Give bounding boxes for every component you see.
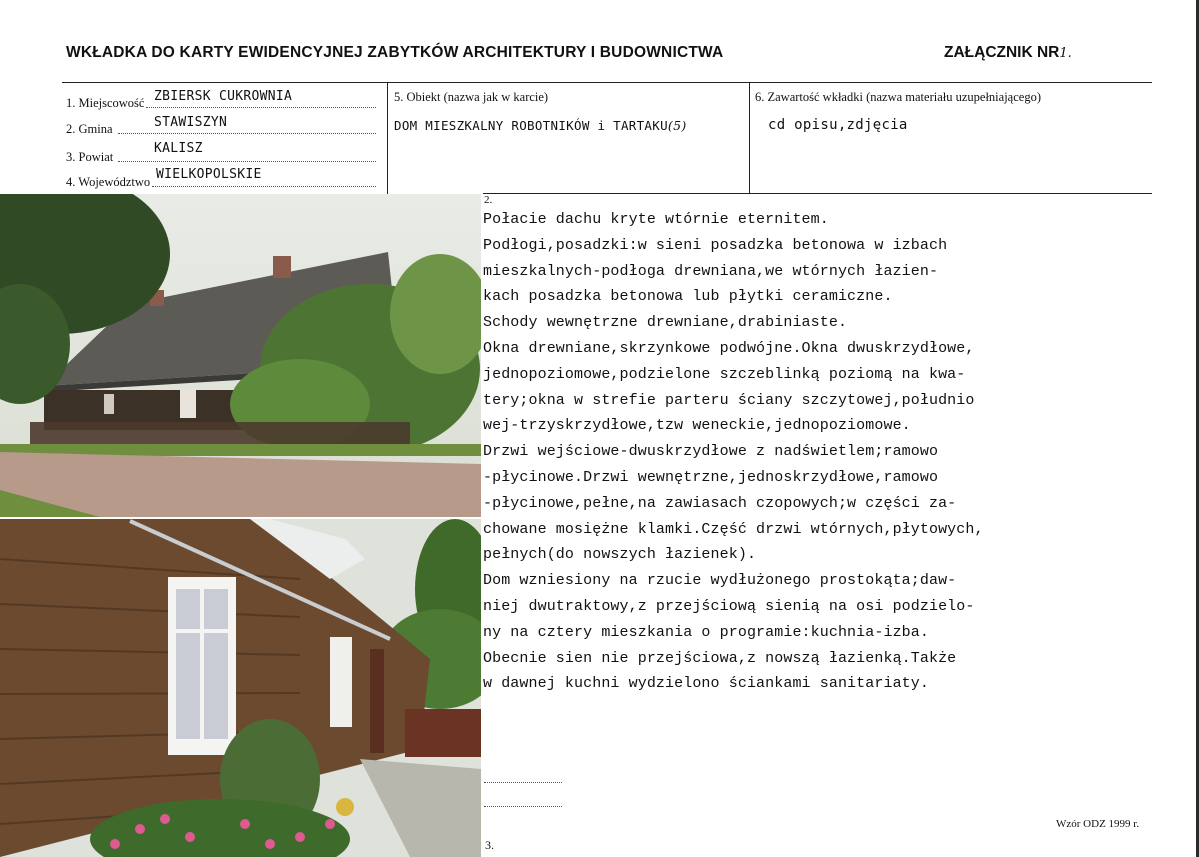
voivodeship-dotted-line bbox=[152, 186, 376, 187]
contents-value: cd opisu,zdjęcia bbox=[768, 117, 908, 133]
description-line: Okna drewniane,skrzynkowe podwójne.Okna dwuskrzydłowe, bbox=[483, 339, 975, 357]
description-line: jednopoziomowe,podzielone szczeblinką poziomą na kwa- bbox=[483, 365, 966, 383]
description-line: kach posadzka betonowa lub płytki ceramiczne. bbox=[483, 288, 893, 306]
table-top-border bbox=[62, 82, 1152, 83]
object-value bbox=[394, 118, 687, 133]
place-value: ZBIERSK CUKROWNIA bbox=[154, 89, 293, 104]
description-line: Połacie dachu kryte wtórnie eternitem. bbox=[483, 211, 829, 228]
page-mark-top: 2. bbox=[484, 194, 493, 206]
annex-handwritten-number: 1. bbox=[1059, 46, 1072, 61]
description-line: Dom wzniesiony na rzucie wydłużonego prostokąta;daw- bbox=[483, 572, 957, 590]
description-line: wej-trzyskrzydłowe,tzw weneckie,jednopoziomowe. bbox=[483, 417, 911, 435]
gmina-label: 2. Gmina bbox=[66, 122, 113, 136]
description-line: niej dwutraktowy,z przejściową sienią na osi podzielo- bbox=[483, 597, 975, 615]
table-divider-2 bbox=[749, 82, 750, 194]
description-line: mieszkalnych-podłoga drewniana,we wtórnych łazien- bbox=[483, 262, 939, 280]
photo-house-exterior-image bbox=[0, 194, 481, 517]
description-line: pełnych(do nowszych łazienek). bbox=[483, 546, 757, 564]
gmina-value: STAWISZYN bbox=[154, 115, 228, 130]
place-dotted-line bbox=[146, 107, 376, 108]
table-bottom-border bbox=[483, 193, 1152, 194]
form-template-note: Wzór ODZ 1999 r. bbox=[1056, 818, 1140, 830]
form-title: WKŁADKA DO KARTY EWIDENCYJNEJ ZABYTKÓW ARCHITEKTURY I BUDOWNICTWA bbox=[66, 44, 724, 61]
place-label: 1. Miejscowość bbox=[66, 96, 145, 110]
contents-label: 6. Zawartość wkładki (nazwa materiału uzupełniającego) bbox=[755, 90, 1041, 104]
description-line: w dawnej kuchni wydzielono ściankami sanitariaty. bbox=[483, 675, 929, 693]
bottom-dotted-line-2 bbox=[484, 806, 562, 807]
description-text bbox=[483, 207, 1083, 697]
description-line: chowane mosiężne klamki.Część drzwi wtórnych,płytowych, bbox=[483, 520, 984, 538]
table-divider-1 bbox=[387, 82, 388, 194]
description-line: tery;okna w strefie parteru ściany szczytowej,południo bbox=[483, 391, 975, 409]
description-line: -płycinowe,pełne,na zawiasach czopowych;w części za- bbox=[483, 494, 957, 512]
photo-house-wall-image bbox=[0, 519, 481, 857]
object-number: (5) bbox=[667, 118, 687, 133]
gmina-dotted-line bbox=[118, 133, 376, 134]
powiat-dotted-line bbox=[118, 161, 376, 162]
object-name: DOM MIESZKALNY ROBOTNIKÓW i TARTAKU bbox=[394, 118, 668, 133]
description-line: ny na cztery mieszkania o programie:kuchnia-izba. bbox=[483, 623, 929, 641]
annex-label: ZAŁĄCZNIK NR bbox=[944, 44, 1060, 61]
description-line: -płycinowe.Drzwi wewnętrzne,jednoskrzydłowe,ramowo bbox=[483, 468, 939, 486]
description-line: Obecnie sien nie przejściowa,z nowszą łazienką.Także bbox=[483, 649, 957, 667]
powiat-value: KALISZ bbox=[154, 141, 203, 156]
description-line: Podłogi,posadzki:w sieni posadzka betonowa w izbach bbox=[483, 236, 948, 254]
annex-number bbox=[944, 44, 1072, 62]
voivodeship-label: 4. Województwo bbox=[66, 175, 151, 189]
page-mark-bottom: 3. bbox=[485, 838, 494, 852]
photo-house-wall bbox=[0, 519, 481, 857]
description-line: Drzwi wejściowe-dwuskrzydłowe z nadświetlem;ramowo bbox=[483, 443, 939, 461]
bottom-dotted-line-1 bbox=[484, 782, 562, 783]
object-label: 5. Obiekt (nazwa jak w karcie) bbox=[394, 90, 549, 104]
description-line: Schody wewnętrzne drewniane,drabiniaste. bbox=[483, 314, 848, 332]
photo-house-exterior bbox=[0, 194, 481, 517]
voivodeship-value: WIELKOPOLSKIE bbox=[156, 167, 262, 182]
powiat-label: 3. Powiat bbox=[66, 150, 114, 164]
